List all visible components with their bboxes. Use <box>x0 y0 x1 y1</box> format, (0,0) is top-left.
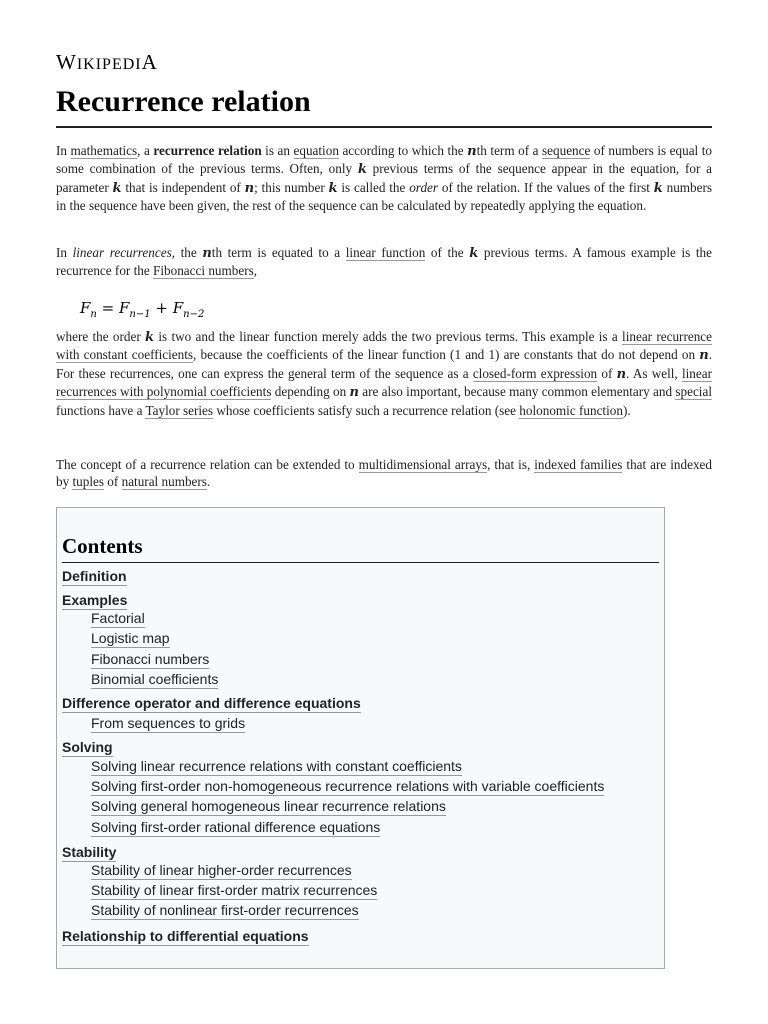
multidimensional-paragraph: The concept of a recurrence relation can be extended to multidimensional arrays, that is, indexed families that are indexed by tuples of natural numbers. <box>56 457 712 490</box>
link-indexed-families[interactable]: indexed families <box>534 457 623 472</box>
link-multidimensional-arrays[interactable]: multidimensional arrays <box>358 457 488 472</box>
toc-difference-operator[interactable]: Difference operator and difference equations <box>62 695 361 711</box>
toc-differential-equations[interactable]: Relationship to differential equations <box>62 928 309 944</box>
link-natural-numbers[interactable]: natural numbers <box>121 474 207 490</box>
order-paragraph: where the order k is two and the linear function merely adds the two previous terms. This example is a linear recurrence with constant coefficients, because the coefficients of the linear function (1 and 1) are constants that do not depend on n. For these recurrences, one can express the general term of the sequence as a closed-form expression of n. As well, linear recurrences with polynomial coefficients depending on n are also important, because many common elementary and special functions have a Taylor series whose coefficients satisfy such a recurrence relation (see holonomic function). <box>56 329 712 418</box>
intro-paragraph: In mathematics, a recurrence relation is an equation according to which the nth term of a sequence of numbers is equal to some combination of the previous terms. Often, only k previous terms of the sequence appear in the equation, for a parameter k that is independent of n; this number k is called the order of the relation. If the values of the first k numbers in the sequence have been given, the rest of the sequence can be calculated by repeatedly applying the equation. <box>56 143 713 214</box>
table-of-contents <box>56 507 665 969</box>
toc-solving[interactable]: Solving <box>62 739 113 755</box>
toc-fibonacci-numbers[interactable]: Fibonacci numbers <box>91 651 210 667</box>
toc-stability-higher-order[interactable]: Stability of linear higher-order recurrences <box>91 862 352 878</box>
link-tuples[interactable]: tuples <box>72 474 104 490</box>
toc-title: Contents <box>62 534 143 558</box>
toc-stability-matrix[interactable]: Stability of linear first-order matrix recurrences <box>91 882 378 898</box>
link-closed-form[interactable]: closed-form expression <box>472 365 598 381</box>
toc-solving-variable-coefficients[interactable]: Solving first-order non-homogeneous recurrence relations with variable coefficients <box>91 778 605 794</box>
toc-definition[interactable]: Definition <box>62 568 127 584</box>
toc-stability[interactable]: Stability <box>62 844 117 860</box>
link-taylor-series[interactable]: Taylor series <box>145 402 214 418</box>
toc-stability-nonlinear[interactable]: Stability of nonlinear first-order recurrences <box>91 902 359 918</box>
link-sequence[interactable]: sequence <box>542 143 591 158</box>
toc-solving-constant-coefficients[interactable]: Solving linear recurrence relations with constant coefficients <box>91 758 462 774</box>
toc-examples[interactable]: Examples <box>62 592 128 608</box>
toc-factorial[interactable]: Factorial <box>91 610 145 626</box>
wikipedia-wordmark[interactable]: WIKIPEDIA <box>56 50 158 74</box>
link-mathematics[interactable]: mathematics <box>70 143 138 158</box>
link-fibonacci-numbers[interactable]: Fibonacci numbers <box>153 263 254 279</box>
page-title: Recurrence relation <box>56 85 311 118</box>
link-constant-coefficients[interactable]: linear recurrence with constant coefficients <box>56 329 712 363</box>
fibonacci-formula: $F_n = F_{n-1} + F_{n-2}$ <box>80 299 205 320</box>
link-holonomic-function[interactable]: holonomic function <box>519 402 623 418</box>
link-linear-function[interactable]: linear function <box>345 245 426 260</box>
link-polynomial-coefficients[interactable]: linear recurrences with polynomial coefficients <box>56 365 712 400</box>
linear-recurrence-paragraph: In linear recurrences, the nth term is equated to a linear function of the k previous terms. A famous example is the recurrence for the Fibonacci numbers, <box>56 245 712 279</box>
link-special[interactable]: special <box>675 384 712 400</box>
toc-binomial-coefficients[interactable]: Binomial coefficients <box>91 671 219 687</box>
toc-divider <box>62 562 659 563</box>
toc-logistic-map[interactable]: Logistic map <box>91 630 170 646</box>
toc-solving-homogeneous[interactable]: Solving general homogeneous linear recurrence relations <box>91 798 446 814</box>
title-divider <box>56 126 712 128</box>
toc-sequences-to-grids[interactable]: From sequences to grids <box>91 715 246 731</box>
link-equation[interactable]: equation <box>293 143 339 158</box>
toc-solving-rational[interactable]: Solving first-order rational difference equations <box>91 819 381 835</box>
